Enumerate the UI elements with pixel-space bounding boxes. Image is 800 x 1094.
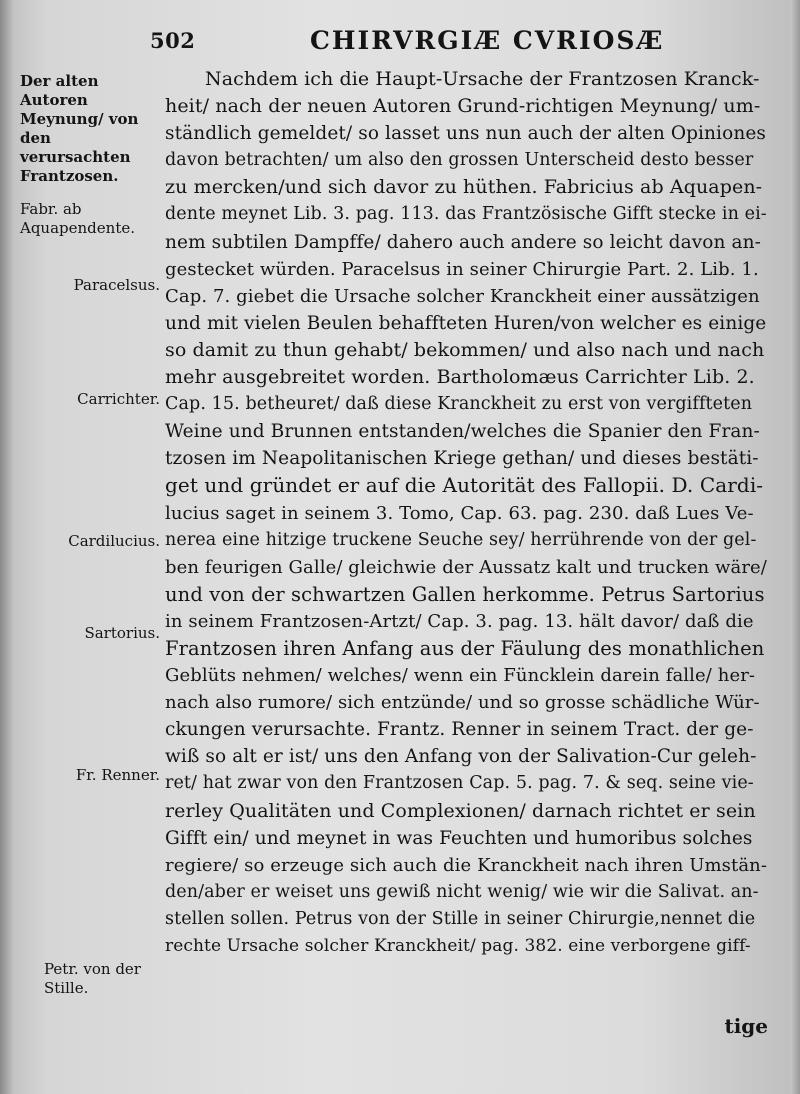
text-line: lucius saget in seinem 3. Tomo, Cap. 63. pag. 230. daß Lues Ve- xyxy=(165,502,754,524)
text-line: ben feurigen Galle/ gleichwie der Aussatz kalt und trucken wäre/ xyxy=(165,556,767,578)
text-line: tzosen im Neapolitanischen Kriege gethan/ und dieses bestäti- xyxy=(165,448,759,470)
margin-note-cardilucius: Cardilucius. xyxy=(68,532,160,550)
text-line: regiere/ so erzeuge sich auch die Kranckheit nach ihren Umstän- xyxy=(165,854,767,876)
text-line: heit/ nach der neuen Autoren Grund-richtigen Meynung/ um- xyxy=(165,95,761,118)
text-line: ckungen verursachte. Frantz. Renner in seinem Tract. der ge- xyxy=(165,719,754,741)
text-line: Frantzosen ihren Anfang aus der Fäulung des monathlichen xyxy=(165,636,765,660)
text-line: nach also rumore/ sich entzünde/ und so grosse schädliche Wür- xyxy=(165,692,760,714)
text-line: Geblüts nehmen/ welches/ wenn ein Füncklein darein falle/ her- xyxy=(165,665,756,687)
text-line: get und gründet er auf die Autorität des Fallopii. D. Cardi- xyxy=(165,473,764,498)
text-line: rerley Qualitäten und Complexionen/ darnach richtet er sein xyxy=(165,799,756,822)
text-line: ständlich gemeldet/ so lasset uns nun auch der alten Opiniones xyxy=(165,123,766,145)
text-line: nerea eine hitzige truckene Seuche sey/ herrührende von der gel- xyxy=(165,529,757,550)
page-gutter-shadow xyxy=(0,0,14,1094)
text-line: Gifft ein/ und meynet in was Feuchten und humoribus solches xyxy=(165,827,753,849)
text-line: davon betrachten/ um also den grossen Unterscheid desto besser xyxy=(165,150,754,171)
text-line: stellen sollen. Petrus von der Stille in seiner Chirurgie,nennet die xyxy=(165,908,756,929)
margin-notes xyxy=(20,60,160,1020)
margin-note-renner: Fr. Renner. xyxy=(75,766,160,784)
margin-note-alte-autoren: Der alten Autoren Meynung/ von den verursachten Frantzosen. xyxy=(20,72,139,185)
text-line: in seinem Frantzosen-Artzt/ Cap. 3. pag. 13. hält davor/ daß die xyxy=(165,610,754,632)
text-line: gestecket würden. Paracelsus in seiner Chirurgie Part. 2. Lib. 1. xyxy=(165,258,759,280)
margin-note-carrichter: Carrichter. xyxy=(77,390,160,408)
page-header xyxy=(150,24,760,58)
margin-note-aquapendente: Fabr. ab Aquapendente. xyxy=(20,200,135,237)
text-line: so damit zu thun gehabt/ bekommen/ und also nach und nach xyxy=(165,338,765,361)
text-line: Cap. 7. giebet die Ursache solcher Kranckheit einer aussätzigen xyxy=(165,285,760,307)
text-line: ret/ hat zwar von den Frantzosen Cap. 5. pag. 7. & seq. seine vie- xyxy=(165,773,754,794)
running-title: CHIRVRGIÆ CVRIOSÆ xyxy=(310,26,665,55)
catchword: tige xyxy=(724,1014,768,1038)
text-line: mehr ausgebreitet worden. Bartholomæus Carrichter Lib. 2. xyxy=(165,366,755,389)
body-text xyxy=(165,66,767,960)
text-line: nem subtilen Dampffe/ dahero auch andere so leicht davon an- xyxy=(165,231,761,253)
text-line: wiß so alt er ist/ uns den Anfang von der Salivation-Cur geleh- xyxy=(165,746,757,768)
text-line: rechte Ursache solcher Kranckheit/ pag. 382. eine verborgene giff- xyxy=(165,936,751,956)
page-number: 502 xyxy=(150,28,196,53)
text-line: den/aber er weiset uns gewiß nicht wenig/ wie wir die Salivat. an- xyxy=(165,881,759,902)
page-edge-shadow xyxy=(790,0,800,1094)
text-line: und von der schwartzen Gallen herkomme. Petrus Sartorius xyxy=(165,582,765,606)
text-line: Weine und Brunnen entstanden/welches die Spanier den Fran- xyxy=(165,421,760,443)
text-line: Nachdem ich die Haupt-Ursache der Frantzosen Kranck- xyxy=(205,68,760,90)
margin-note-von-der-stille: Petr. von der Stille. xyxy=(44,960,141,997)
text-line: zu mercken/und sich davor zu hüthen. Fabricius ab Aquapen- xyxy=(165,176,763,199)
text-line: dente meynet Lib. 3. pag. 113. das Frantzösische Gifft stecke in ei- xyxy=(165,204,767,225)
text-line: Cap. 15. betheuret/ daß diese Kranckheit zu erst von vergiffteten xyxy=(165,394,753,415)
margin-note-sartorius: Sartorius. xyxy=(84,624,160,642)
text-line: und mit vielen Beulen behaffteten Huren/von welcher es einige xyxy=(165,312,767,334)
margin-note-paracelsus: Paracelsus. xyxy=(73,276,160,294)
